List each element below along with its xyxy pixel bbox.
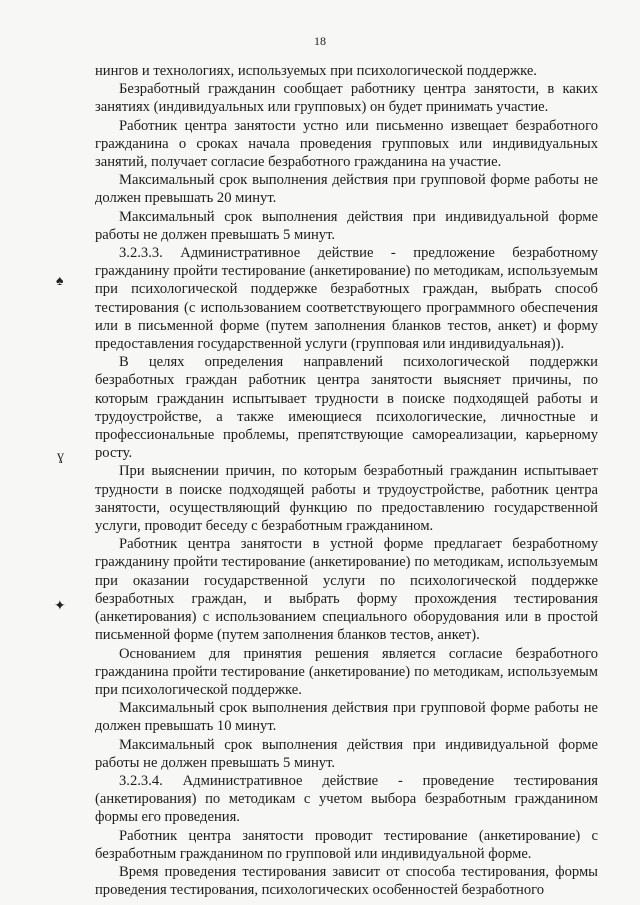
paragraph: Основанием для принятия решения является согласие безработного гражданина пройти тестирование (анкетирование) по методикам, используемым при психологической поддержке.	[95, 645, 598, 698]
paragraph: Максимальный срок выполнения действия при индивидуальной форме работы не должен превышать 5 минут.	[95, 208, 598, 243]
paragraph: Безработный гражданин сообщает работнику центра занятости, в каких занятиях (индивидуальных или групповых) он будет принимать участие.	[95, 81, 598, 116]
page-number: 18	[314, 34, 326, 48]
paragraph: 3.2.3.3. Административное действие - предложение безработному гражданину пройти тестирование (анкетирование) по методикам, используемым при психологической поддержке безработных граждан, выбрать способ тестирования (с использованием соответствующего программного обеспечения или в письменной форме (путем заполнения бланков тестов, анкет) и форму предоставления государственной услуги (групповая или индивидуальная)).	[95, 245, 598, 353]
scan-mark-3: ✦	[54, 599, 66, 614]
document-body	[95, 62, 598, 899]
paragraph: Время проведения тестирования зависит от способа тестирования, формы проведения тестирования, психологических особенностей безработного	[95, 863, 598, 899]
paragraph: Работник центра занятости проводит тестирование (анкетирование) с безработным гражданином по групповой или индивидуальной форме.	[95, 827, 598, 862]
paragraph: Максимальный срок выполнения действия при групповой форме работы не должен превышать 20 минут.	[95, 172, 598, 207]
scan-mark-1: ♠	[56, 274, 64, 289]
paragraph: нингов и технологиях, используемых при психологической поддержке.	[95, 63, 537, 79]
scan-mark-2: ɣ	[57, 449, 64, 464]
paragraph: При выяснении причин, по которым безработный гражданин испытывает трудности в поиске подходящей работы и трудоустройстве, работник центра занятости, осуществляющий функцию по предоставлению государственной услуги, проводит беседу с безработным гражданином.	[95, 463, 598, 535]
paragraph: Работник центра занятости в устной форме предлагает безработному гражданину пройти тестирование (анкетирование) по методикам, используемым при оказании государственной услуги по психологической поддержке безработных граждан, и выбрать форму прохождения тестирования (анкетирования) с использованием специального оборудования или в простой письменной форме (путем заполнения бланков тестов, анкет).	[95, 536, 598, 644]
paragraph: Работник центра занятости устно или письменно извещает безработного гражданина о сроках начала проведения групповых или индивидуальных занятий, получает согласие безработного гражданина на участие.	[95, 117, 598, 171]
paragraph: Максимальный срок выполнения действия при индивидуальной форме работы не должен превышать 5 минут.	[95, 736, 598, 771]
paragraph: 3.2.3.4. Административное действие - проведение тестирования (анкетирования) по методикам с учетом выбора безработным гражданином формы его проведения.	[95, 772, 598, 826]
paragraph: В целях определения направлений психологической поддержки безработных граждан работник центра занятости выясняет причины, по которым гражданин испытывает трудности в поиске подходящей работы и трудоустройстве, а также имеющиеся психологические, личностные и профессиональные проблемы, препятствующие самореализации, карьерному росту.	[95, 354, 598, 462]
paragraph: Максимальный срок выполнения действия при групповой форме работы не должен превышать 10 минут.	[95, 700, 598, 735]
